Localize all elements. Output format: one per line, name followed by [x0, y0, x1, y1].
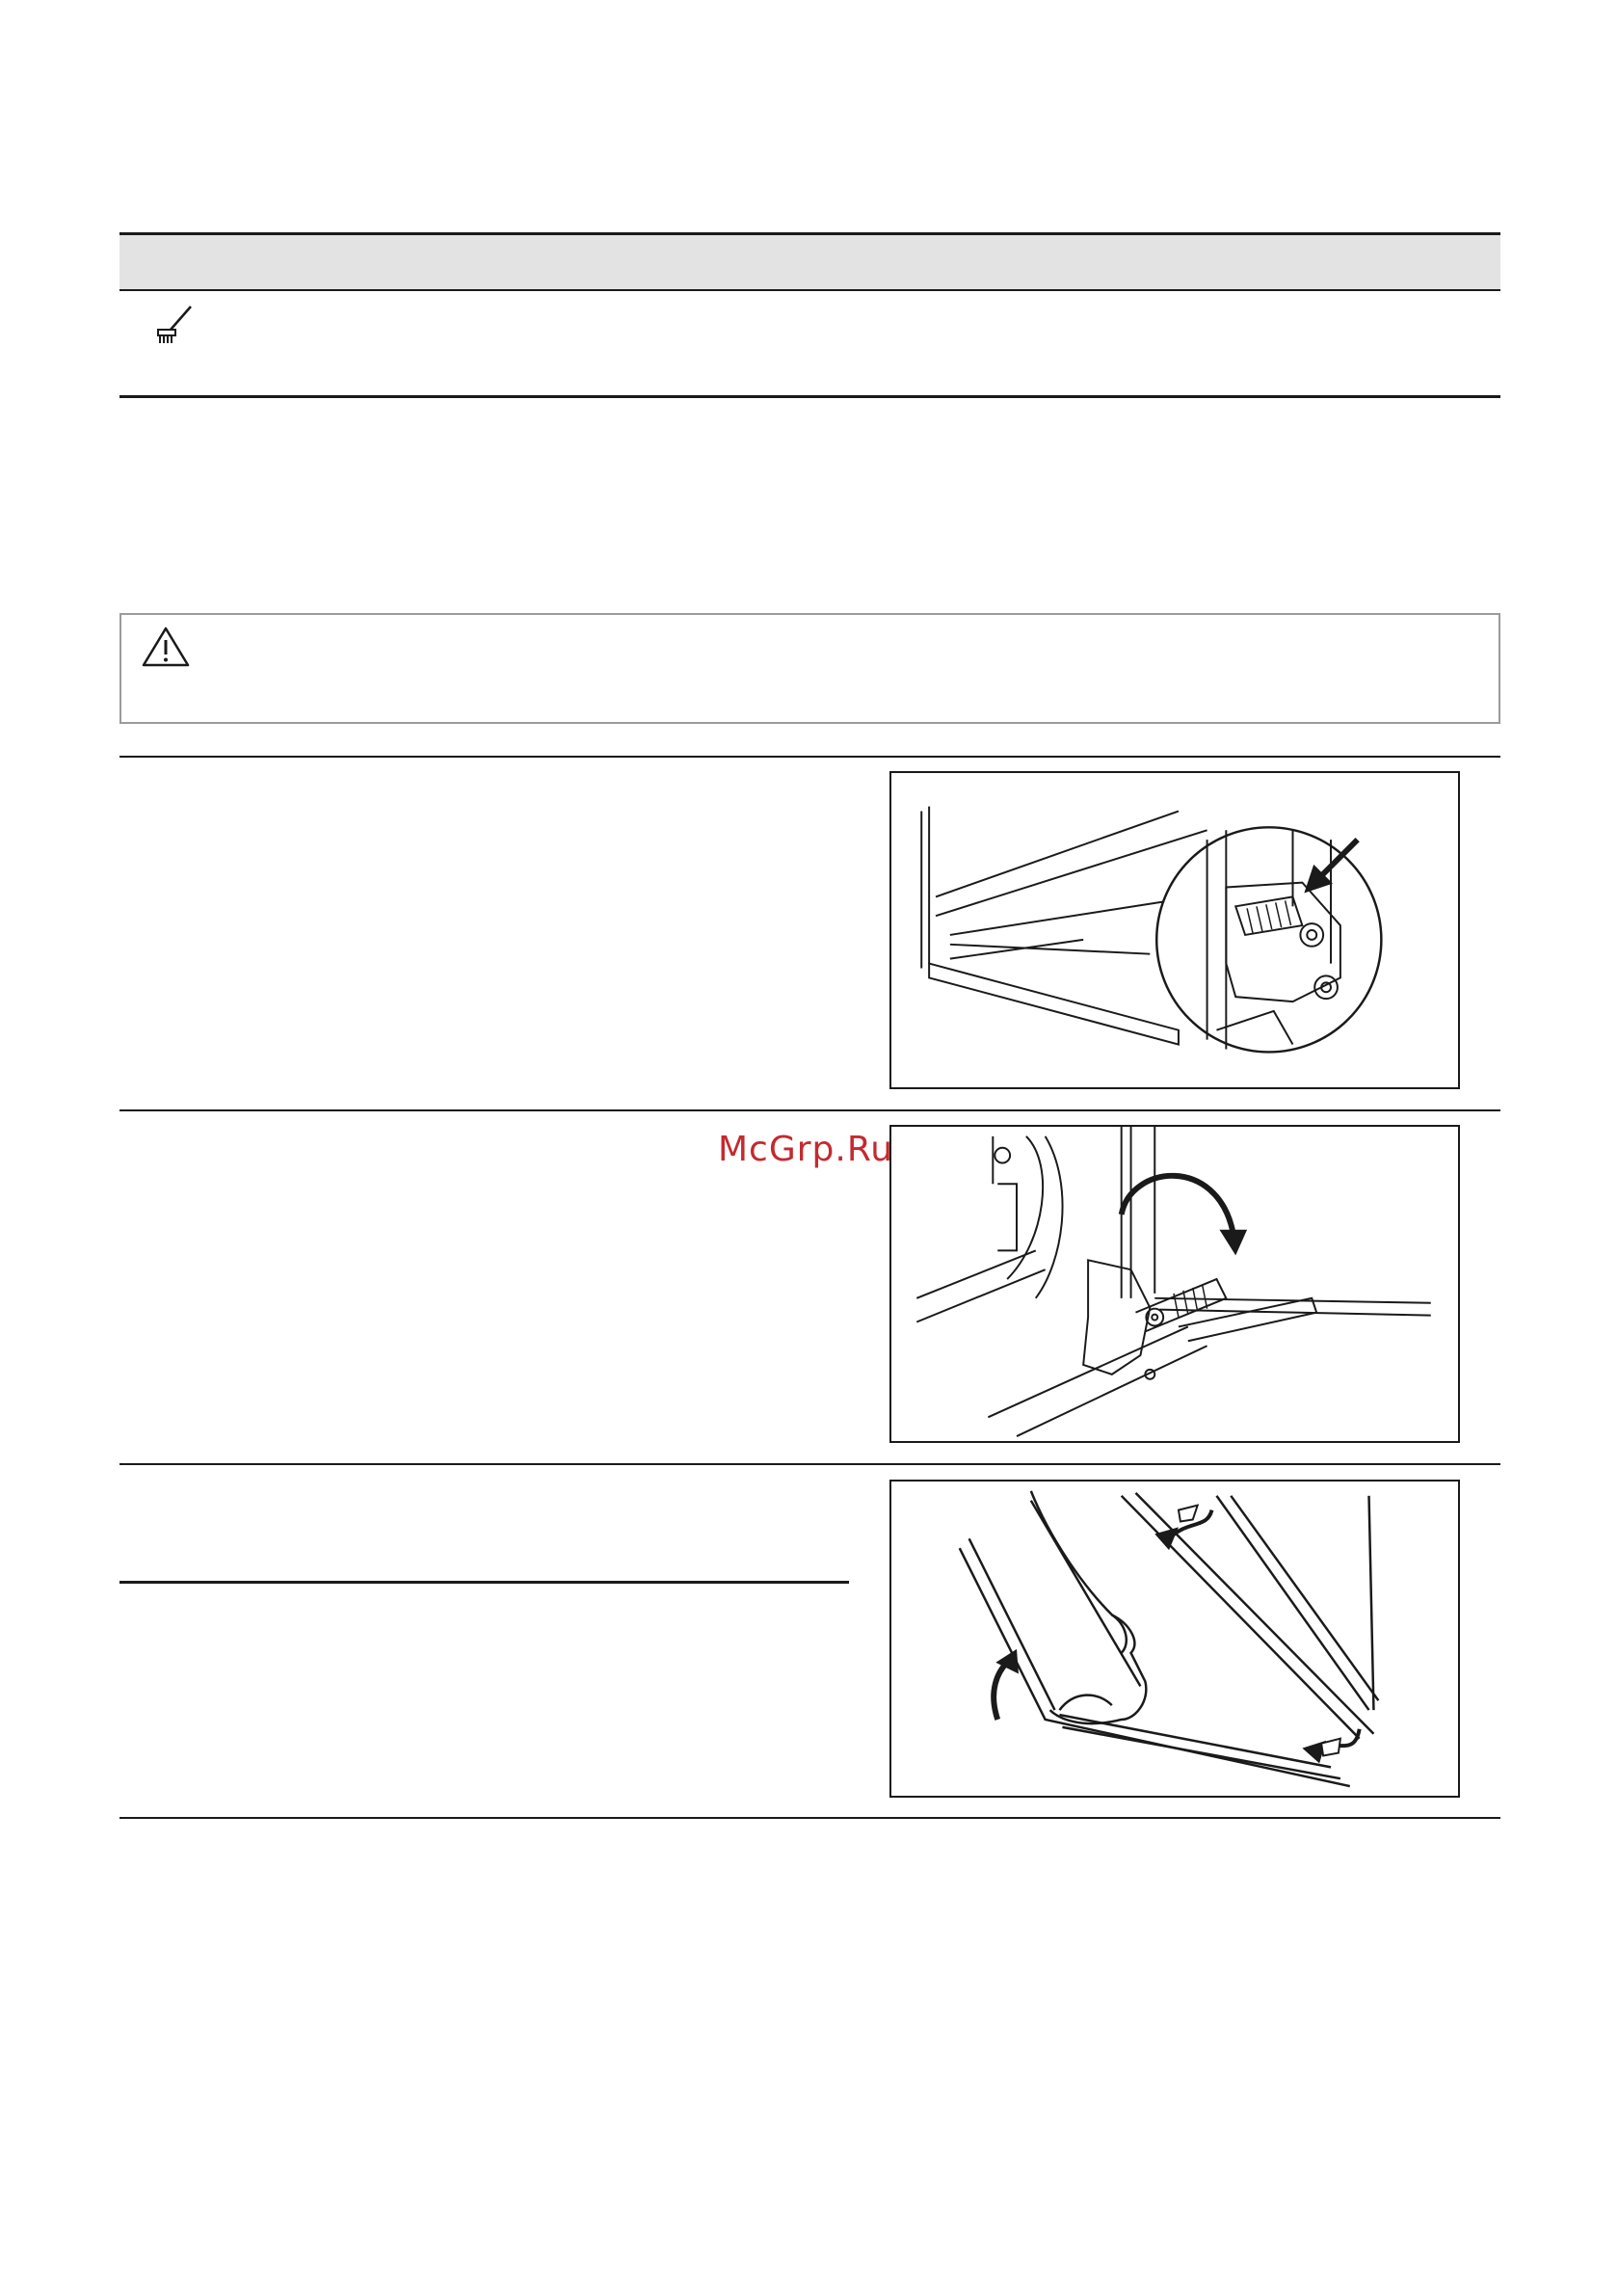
table-bottom-rule [119, 395, 1500, 398]
table-header [119, 232, 1500, 291]
brush-icon [154, 305, 197, 347]
hinge-lever-press-illustration [891, 773, 1458, 1087]
step-rule-1 [119, 756, 1500, 758]
sub-step-rule [119, 1581, 849, 1584]
door-lift-off-illustration [891, 1482, 1458, 1796]
figure-hinge-lever-rotate [889, 1125, 1460, 1443]
step-rule-2 [119, 1109, 1500, 1111]
warning-box [119, 613, 1500, 724]
step-rule-4 [119, 1817, 1500, 1819]
watermark: McGrp.Ru [718, 1130, 894, 1169]
curved-arrow-icon [994, 1649, 1019, 1720]
figure-door-lift-off [889, 1480, 1460, 1798]
step-rule-3 [119, 1463, 1500, 1465]
figure-hinge-lever-press [889, 771, 1460, 1089]
warning-triangle-icon [141, 625, 191, 669]
hinge-lever-rotate-illustration [891, 1127, 1458, 1441]
curved-arrow-icon [1122, 1176, 1247, 1256]
